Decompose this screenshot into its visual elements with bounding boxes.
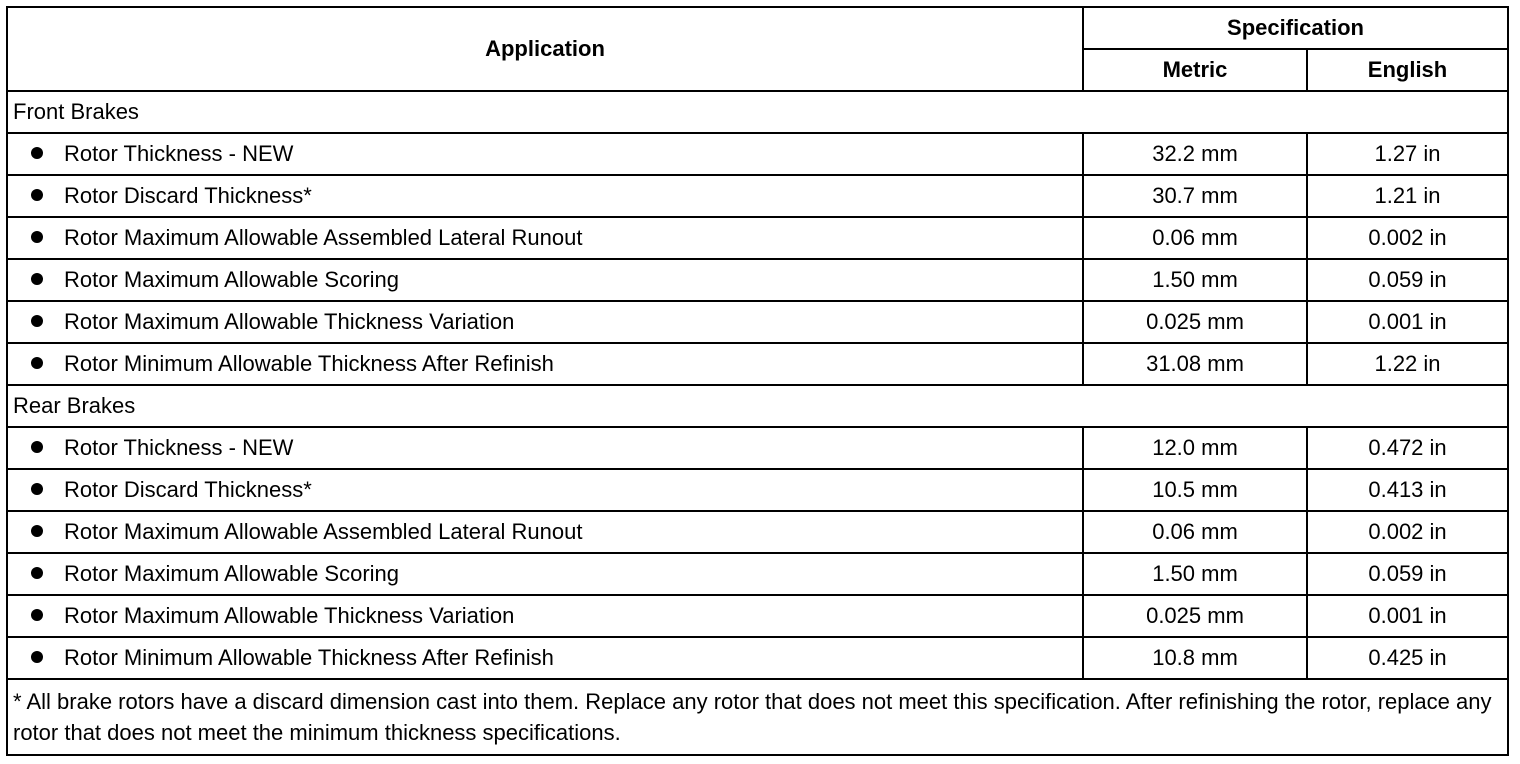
bullet-icon [31, 525, 43, 537]
metric-value: 0.025 mm [1083, 595, 1307, 637]
table-row [7, 217, 1508, 259]
bullet-icon [31, 231, 43, 243]
table-row [7, 343, 1508, 385]
english-value: 0.002 in [1307, 511, 1508, 553]
bullet-icon [31, 189, 43, 201]
bullet-icon [31, 273, 43, 285]
english-value: 0.413 in [1307, 469, 1508, 511]
bullet-icon [31, 147, 43, 159]
metric-value: 10.8 mm [1083, 637, 1307, 679]
row-label: Rotor Maximum Allowable Scoring [64, 267, 400, 292]
metric-value: 1.50 mm [1083, 259, 1307, 301]
bullet-icon [31, 651, 43, 663]
metric-value: 30.7 mm [1083, 175, 1307, 217]
bullet-icon [31, 315, 43, 327]
table-row [7, 259, 1508, 301]
metric-value: 12.0 mm [1083, 427, 1307, 469]
english-value: 0.425 in [1307, 637, 1508, 679]
row-label: Rotor Minimum Allowable Thickness After Refinish [64, 645, 554, 670]
english-value: 0.001 in [1307, 301, 1508, 343]
row-label: Rotor Maximum Allowable Assembled Lateral Runout [64, 519, 583, 544]
table-row [7, 427, 1508, 469]
row-label: Rotor Maximum Allowable Thickness Variation [64, 309, 515, 334]
metric-value: 0.06 mm [1083, 217, 1307, 259]
header-row-top [7, 7, 1508, 49]
row-label: Rotor Maximum Allowable Assembled Lateral Runout [64, 225, 583, 250]
table-row [7, 595, 1508, 637]
metric-value: 0.025 mm [1083, 301, 1307, 343]
metric-value: 10.5 mm [1083, 469, 1307, 511]
specification-table [6, 6, 1509, 756]
bullet-icon [31, 483, 43, 495]
table-row [7, 133, 1508, 175]
english-value: 0.002 in [1307, 217, 1508, 259]
bullet-icon [31, 609, 43, 621]
english-value: 1.22 in [1307, 343, 1508, 385]
english-value: 1.21 in [1307, 175, 1508, 217]
footnote-row [7, 679, 1508, 755]
row-label: Rotor Minimum Allowable Thickness After Refinish [64, 351, 554, 376]
row-label: Rotor Thickness - NEW [64, 141, 294, 166]
table-row [7, 511, 1508, 553]
table-row [7, 553, 1508, 595]
table-row [7, 469, 1508, 511]
row-label: Rotor Maximum Allowable Thickness Variation [64, 603, 515, 628]
table-row [7, 637, 1508, 679]
metric-header: Metric [1083, 49, 1307, 91]
row-label: Rotor Discard Thickness* [64, 477, 312, 502]
section-title: Rear Brakes [7, 385, 1508, 427]
section-row-front-brakes [7, 91, 1508, 133]
application-header: Application [7, 7, 1083, 91]
bullet-icon [31, 357, 43, 369]
section-title: Front Brakes [7, 91, 1508, 133]
row-label: Rotor Discard Thickness* [64, 183, 312, 208]
english-header: English [1307, 49, 1508, 91]
metric-value: 1.50 mm [1083, 553, 1307, 595]
row-label: Rotor Thickness - NEW [64, 435, 294, 460]
section-row-rear-brakes [7, 385, 1508, 427]
row-label: Rotor Maximum Allowable Scoring [64, 561, 400, 586]
english-value: 0.472 in [1307, 427, 1508, 469]
english-value: 1.27 in [1307, 133, 1508, 175]
english-value: 0.001 in [1307, 595, 1508, 637]
metric-value: 32.2 mm [1083, 133, 1307, 175]
metric-value: 0.06 mm [1083, 511, 1307, 553]
bullet-icon [31, 441, 43, 453]
footnote: * All brake rotors have a discard dimension cast into them. Replace any rotor that does not meet this specification. After refinishing the rotor, replace any rotor that does not meet the minimum thickness specifications. [7, 679, 1508, 755]
english-value: 0.059 in [1307, 259, 1508, 301]
table-row [7, 175, 1508, 217]
english-value: 0.059 in [1307, 553, 1508, 595]
specification-header: Specification [1083, 7, 1508, 49]
metric-value: 31.08 mm [1083, 343, 1307, 385]
table-row [7, 301, 1508, 343]
bullet-icon [31, 567, 43, 579]
